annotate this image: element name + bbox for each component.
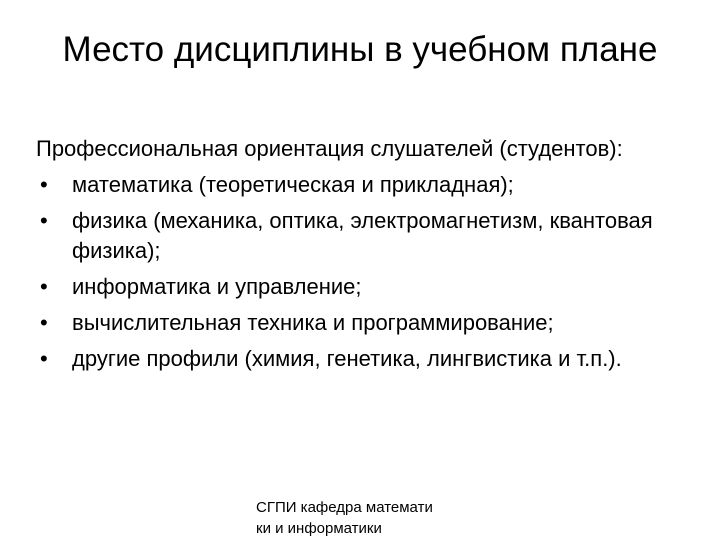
slide-footer — [256, 497, 496, 539]
bullet-text: физика (механика, оптика, электромагнетизм, квантовая физика); — [72, 208, 653, 263]
bullet-mark: • — [40, 346, 48, 371]
bullet-mark: • — [40, 172, 48, 197]
bullet-item-other-profiles — [36, 344, 686, 374]
bullet-mark: • — [40, 310, 48, 335]
bullet-mark: • — [40, 208, 48, 233]
footer-line: ки и информатики — [256, 520, 382, 537]
bullet-text: информатика и управление; — [72, 274, 362, 299]
footer-line: СГПИ кафедра математи — [256, 499, 433, 516]
bullet-item-mathematics — [36, 170, 686, 200]
bullet-item-physics — [36, 206, 686, 266]
bullet-text: другие профили (химия, генетика, лингвистика и т.п.). — [72, 346, 622, 371]
bullet-mark: • — [40, 274, 48, 299]
bullet-text: вычислительная техника и программирование; — [72, 310, 554, 335]
slide-content — [36, 134, 686, 380]
bullet-item-informatics — [36, 272, 686, 302]
bullet-text: математика (теоретическая и прикладная); — [72, 172, 514, 197]
intro-text: Профессиональная ориентация слушателей (студентов): — [36, 136, 623, 161]
bullet-list — [36, 170, 686, 374]
slide-title: Место дисциплины в учебном плане — [62, 30, 658, 69]
bullet-item-computing — [36, 308, 686, 338]
